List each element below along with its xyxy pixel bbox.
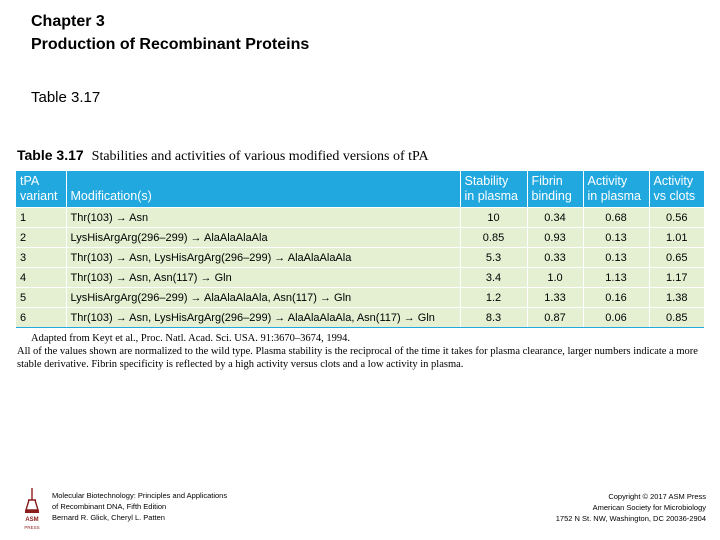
stability-cell: 0.85	[460, 228, 527, 248]
table-row	[16, 248, 704, 268]
asm-press-logo-icon	[22, 486, 42, 532]
source-note: Adapted from Keyt et al., Proc. Natl. Acad. Sci. USA. 91:3670–3674, 1994.	[31, 333, 351, 344]
table-row	[16, 228, 704, 248]
modification-cell: Thr(103) → Asn, LysHisArgArg(296–299) → AlaAlaAlaAla, Asn(117) → Gln	[66, 308, 460, 328]
modification-cell: Thr(103) → Asn, LysHisArgArg(296–299) → AlaAlaAlaAla	[66, 248, 460, 268]
modification-cell: LysHisArgArg(296–299) → AlaAlaAlaAla, Asn(117) → Gln	[66, 288, 460, 308]
column-header: tPA variant	[16, 171, 66, 208]
table-caption	[17, 147, 707, 165]
stability-cell: 1.2	[460, 288, 527, 308]
footer-right-line: 1752 N St. NW, Washington, DC 20036-2904	[555, 514, 706, 523]
table-caption-number: Table 3.17	[17, 147, 84, 163]
fibrin-binding-cell: 0.33	[527, 248, 583, 268]
variant-cell: 3	[16, 248, 66, 268]
fibrin-binding-cell: 0.87	[527, 308, 583, 328]
variant-cell: 5	[16, 288, 66, 308]
activity-plasma-cell: 1.13	[583, 268, 649, 288]
table-row	[16, 268, 704, 288]
table-notes	[17, 332, 711, 371]
table-header-row	[16, 171, 704, 208]
activity-clots-cell: 0.85	[649, 308, 704, 328]
fibrin-binding-cell: 0.93	[527, 228, 583, 248]
activity-plasma-cell: 0.13	[583, 228, 649, 248]
explanation-note: All of the values shown are normalized to the wild type. Plasma stability is the reciprocal of the time it takes for plasma clearance, larger numbers indicate a more stable derivative. Fibrin specificity is reflected by a high activity versus clots and a low activity in plasma.	[17, 346, 698, 370]
variant-cell: 1	[16, 208, 66, 228]
stability-cell: 8.3	[460, 308, 527, 328]
footer-left-line: Molecular Biotechnology: Principles and Applications	[52, 491, 228, 500]
variant-cell: 2	[16, 228, 66, 248]
column-header: Stability in plasma	[460, 171, 527, 208]
table-row	[16, 288, 704, 308]
fibrin-binding-cell: 0.34	[527, 208, 583, 228]
table-row	[16, 308, 704, 328]
activity-clots-cell: 0.56	[649, 208, 704, 228]
column-header: Activity vs clots	[649, 171, 704, 208]
chapter-number: Chapter 3	[31, 13, 105, 30]
svg-text:PRESS: PRESS	[24, 525, 40, 530]
activity-clots-cell: 0.65	[649, 248, 704, 268]
variant-cell: 4	[16, 268, 66, 288]
svg-text:ASM: ASM	[25, 517, 39, 523]
activity-plasma-cell: 0.68	[583, 208, 649, 228]
stability-cell: 5.3	[460, 248, 527, 268]
stability-cell: 10	[460, 208, 527, 228]
activity-plasma-cell: 0.06	[583, 308, 649, 328]
slide-title	[31, 10, 309, 56]
table-label: Table 3.17	[31, 89, 101, 106]
variant-cell: 6	[16, 308, 66, 328]
column-header: Fibrin binding	[527, 171, 583, 208]
table-row	[16, 208, 704, 228]
footer-copyright	[556, 491, 706, 524]
modification-cell: Thr(103) → Asn	[66, 208, 460, 228]
chapter-title: Production of Recombinant Proteins	[31, 36, 310, 53]
activity-clots-cell: 1.01	[649, 228, 704, 248]
activity-clots-cell: 1.38	[649, 288, 704, 308]
footer-right-line: Copyright © 2017 ASM Press	[608, 492, 706, 501]
activity-clots-cell: 1.17	[649, 268, 704, 288]
fibrin-binding-cell: 1.33	[527, 288, 583, 308]
footer-book-info	[52, 490, 227, 523]
column-header: Modification(s)	[66, 171, 460, 208]
column-header: Activity in plasma	[583, 171, 649, 208]
tpa-variants-table	[16, 171, 704, 328]
stability-cell: 3.4	[460, 268, 527, 288]
modification-cell: LysHisArgArg(296–299) → AlaAlaAlaAla	[66, 228, 460, 248]
activity-plasma-cell: 0.16	[583, 288, 649, 308]
table-caption-text: Stabilities and activities of various modified versions of tPA	[91, 149, 429, 164]
footer-left-line: of Recombinant DNA, Fifth Edition	[52, 502, 167, 511]
footer-right-line: American Society for Microbiology	[592, 503, 706, 512]
fibrin-binding-cell: 1.0	[527, 268, 583, 288]
footer-left-line: Bernard R. Glick, Cheryl L. Patten	[52, 513, 165, 522]
modification-cell: Thr(103) → Asn, Asn(117) → Gln	[66, 268, 460, 288]
activity-plasma-cell: 0.13	[583, 248, 649, 268]
